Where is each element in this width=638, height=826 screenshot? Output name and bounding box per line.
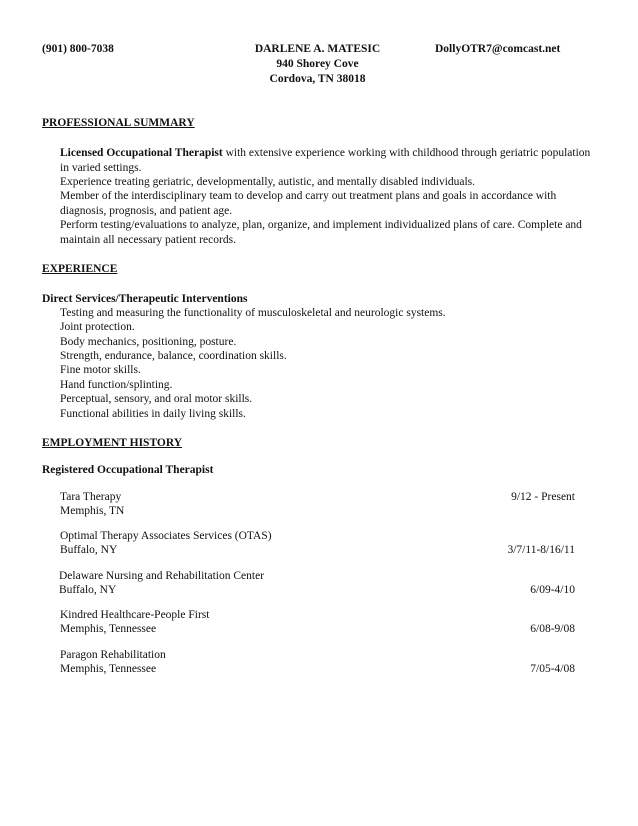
experience-item: Hand function/splinting. [60,379,173,391]
job-employer: Paragon Rehabilitation [60,649,166,661]
job-location: Memphis, Tennessee [60,623,157,635]
experience-heading: EXPERIENCE [42,263,118,275]
job-employer: Tara Therapy [60,491,122,503]
address-line-1: 940 Shorey Cove [276,58,359,70]
email-address: DollyOTR7@comcast.net [435,43,561,55]
job-employer: Delaware Nursing and Rehabilitation Center [59,570,265,582]
job-location: Buffalo, NY [60,544,118,556]
experience-item: Fine motor skills. [60,364,141,376]
job-dates: 3/7/11-8/16/11 [507,544,575,556]
job-dates: 6/08-9/08 [530,623,575,635]
job-dates: 6/09-4/10 [530,584,575,596]
summary-item-4: Perform testing/evaluations to analyze, plan, organize, and implement individualized plans of care. Complete and maintain all necessary patient records. [60,219,582,246]
summary-item-2: Experience treating geriatric, developmentally, autistic, and mentally disabled individuals. [60,176,476,188]
summary-item-1-bold: Licensed Occupational Therapist [60,147,223,159]
experience-item: Strength, endurance, balance, coordination skills. [60,350,287,362]
experience-item: Body mechanics, positioning, posture. [60,336,237,348]
experience-item: Testing and measuring the functionality of musculoskeletal and neurologic systems. [60,307,446,319]
summary-item-1 [60,146,600,175]
job-location: Buffalo, NY [59,584,117,596]
summary-heading: PROFESSIONAL SUMMARY [42,117,195,129]
job-dates: 7/05-4/08 [530,663,575,675]
candidate-name: DARLENE A. MATESIC [254,43,381,55]
job-employer: Optimal Therapy Associates Services (OTAS) [60,530,272,542]
experience-item: Functional abilities in daily living skills. [60,408,246,420]
experience-subheading: Direct Services/Therapeutic Interventions [42,293,248,305]
phone-number: (901) 800-7038 [42,43,114,55]
employment-subheading: Registered Occupational Therapist [42,464,214,476]
experience-item: Joint protection. [60,321,135,333]
job-location: Memphis, Tennessee [60,663,157,675]
summary-item-1-rest: with extensive experience working with childhood through geriatric population in varied settings. [60,147,591,174]
summary-item-3: Member of the interdisciplinary team to develop and carry out treatment plans and goals in accordance with diagnosis, prognosis, and patient age. [60,190,557,217]
employment-heading: EMPLOYMENT HISTORY [42,437,183,449]
job-dates: 9/12 - Present [511,491,575,503]
address-line-2: Cordova, TN 38018 [269,73,366,85]
job-location: Memphis, TN [60,505,125,517]
experience-item: Perceptual, sensory, and oral motor skills. [60,393,253,405]
job-employer: Kindred Healthcare-People First [60,609,210,621]
